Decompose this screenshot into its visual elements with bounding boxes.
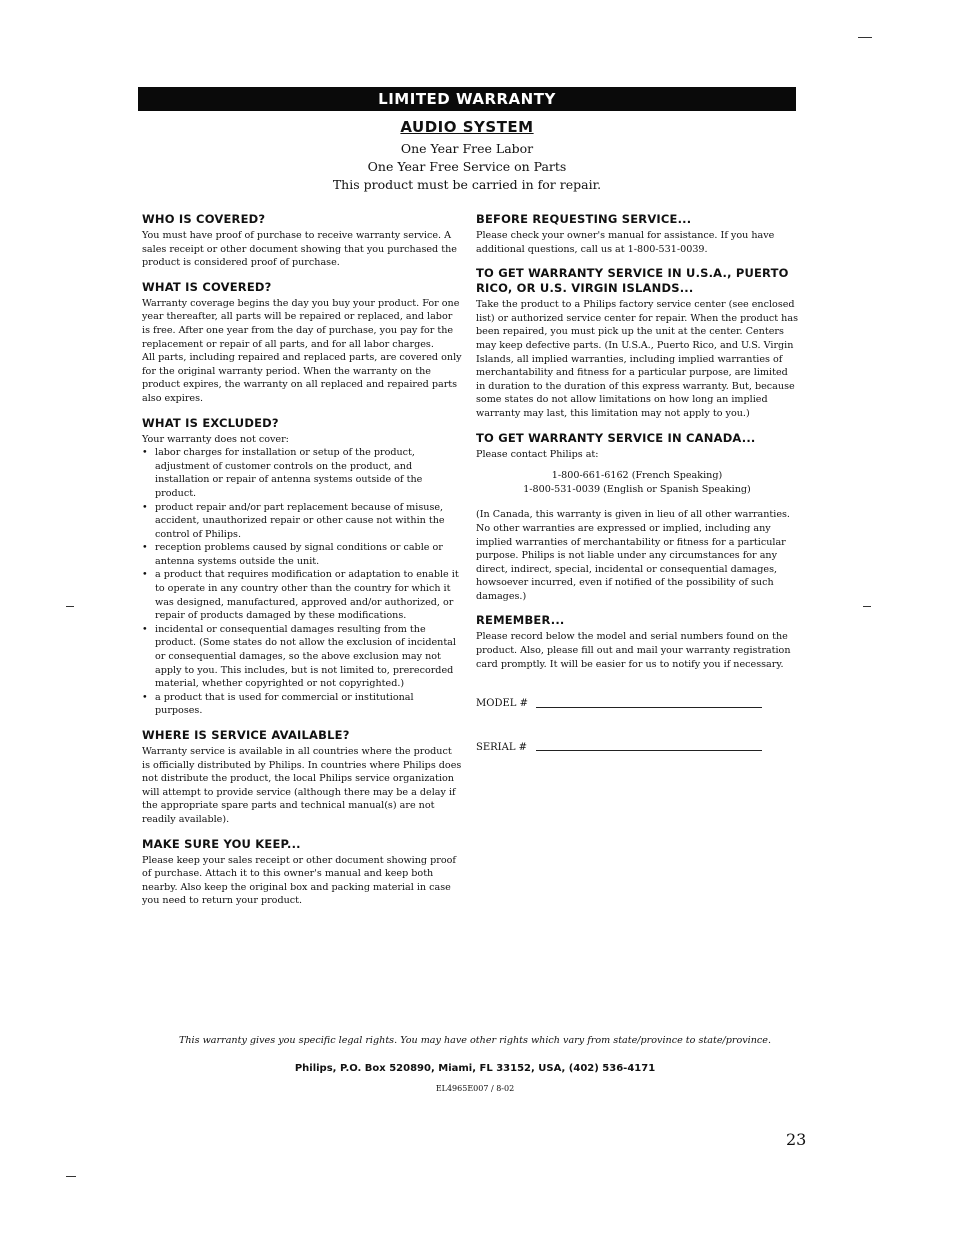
model-number-row xyxy=(476,697,798,711)
model-number-label: MODEL # xyxy=(476,698,528,710)
warranty-banner: LIMITED WARRANTY xyxy=(138,87,796,111)
document-code: EL4965E007 / 8-02 xyxy=(435,1084,515,1093)
right-column xyxy=(476,212,798,754)
summary-line: One Year Free Service on Parts xyxy=(367,159,567,174)
warranty-summary xyxy=(138,140,796,194)
corner-mark xyxy=(66,1176,76,1177)
what-is-excluded-section xyxy=(142,416,462,718)
legal-rights-note: This warranty gives you specific legal rights. You may have other rights which vary from state/province to state/province. xyxy=(178,1035,772,1046)
exclusion-list xyxy=(142,446,462,718)
section-text: You must have proof of purchase to receive warranty service. A sales receipt or other document showing that you purchased the product is considered proof of purchase. xyxy=(142,230,457,269)
where-service-section xyxy=(142,728,462,827)
section-text: Take the product to a Philips factory service center (see enclosed list) or authorized service center for repair. When the product has been repaired, you must pick up the unit at the center. Centers may keep defective parts. (In U.S.A., Puerto Rico, and U.S. Virgin Islands, all implied warranties, including implied warranties of merchantability and fitness for a particular purpose, are limited in duration to the duration of this express warranty. But, because some states do not allow limitations on how long an implied warranty may last, this limitation may not apply to you.) xyxy=(476,299,798,419)
section-text: Warranty coverage begins the day you buy your product. For one year thereafter, all parts will be repaired or replaced, and labor is free. After one year from the day of purchase, you pay for the replacement or repair of all parts, and for all labor charges. xyxy=(142,297,460,350)
section-heading: WHAT IS COVERED? xyxy=(142,279,272,294)
before-requesting-section xyxy=(476,212,798,256)
canada-phone-numbers xyxy=(476,469,798,496)
phone-english-spanish: 1-800-531-0039 (English or Spanish Speaking) xyxy=(523,483,751,495)
section-text: Warranty service is available in all countries where the product is officially distributed by Philips. In countries where Philips does not distribute the product, the local Philips service organization will attempt to provide service (although there may be a delay if the appropriate spare parts and technical manual(s) are not readily available). xyxy=(142,746,462,825)
section-heading: WHAT IS EXCLUDED? xyxy=(142,415,279,430)
summary-line: One Year Free Labor xyxy=(400,141,534,156)
corner-mark xyxy=(858,37,872,38)
margin-mark xyxy=(863,606,871,607)
summary-line: This product must be carried in for repair. xyxy=(332,177,602,192)
section-text: Please record below the model and serial numbers found on the product. Also, please fill out and mail your warranty registration card promptly. It will be easier for us to notify you if necessary. xyxy=(476,631,791,670)
section-text: Your warranty does not cover: xyxy=(142,433,289,445)
page-number: 23 xyxy=(786,1130,807,1149)
usa-service-section xyxy=(476,266,798,420)
what-is-covered-section xyxy=(142,280,462,406)
list-item: • a product that is used for commercial or institutional purposes. xyxy=(142,691,462,718)
section-heading: MAKE SURE YOU KEEP... xyxy=(142,836,301,851)
section-text: (In Canada, this warranty is given in lieu of all other warranties. No other warranties are expressed or implied, including any implied warranties of merchantability or fitness for a particular purpose. Philips is not liable under any circumstances for any direct, indirect, special, incidental or consequential damages, howsoever incurred, even if notified of the possibility of such damages.) xyxy=(476,509,790,602)
model-number-blank xyxy=(536,706,762,708)
section-heading: TO GET WARRANTY SERVICE IN U.S.A., PUERTO RICO, OR U.S. VIRGIN ISLANDS... xyxy=(476,266,789,296)
list-item: • product repair and/or part replacement because of misuse, accident, unauthorized repair or other cause not within the control of Philips. xyxy=(142,501,462,542)
section-text: Please check your owner's manual for assistance. If you have additional questions, call us at 1-800-531-0039. xyxy=(476,230,775,255)
list-item: • reception problems caused by signal conditions or cable or antenna systems outside the unit. xyxy=(142,541,462,568)
phone-french: 1-800-661-6162 (French Speaking) xyxy=(551,470,723,482)
section-heading: TO GET WARRANTY SERVICE IN CANADA... xyxy=(476,430,756,445)
section-text: Please keep your sales receipt or other document showing proof of purchase. Attach it to this owner's manual and keep both nearby. Also keep the original box and packing material in case you need to return your product. xyxy=(142,854,456,907)
remember-section xyxy=(476,613,798,754)
left-column xyxy=(142,212,462,918)
list-item: • incidental or consequential damages resulting from the product. (Some states do not allow the exclusion of incidental or consequential damages, so the above exclusion may not apply to you. This includes, but is not limited to, prerecorded material, whether copyrighted or not copyrighted.) xyxy=(142,623,462,691)
philips-address: Philips, P.O. Box 520890, Miami, FL 33152, USA, (402) 536-4171 xyxy=(294,1063,656,1074)
make-sure-keep-section xyxy=(142,837,462,908)
who-is-covered-section xyxy=(142,212,462,270)
list-item: • a product that requires modification or adaptation to enable it to operate in any country other than the country for which it was designed, manufactured, approved and/or authorized, or repair of products damaged by these modifications. xyxy=(142,568,462,622)
serial-number-blank xyxy=(536,749,762,751)
section-heading: WHO IS COVERED? xyxy=(142,212,266,226)
margin-mark xyxy=(66,606,74,607)
list-item: • labor charges for installation or setup of the product, adjustment of customer controls on the product, and installation or repair of antenna systems outside of the product. xyxy=(142,446,462,500)
canada-service-section xyxy=(476,431,798,604)
section-heading: WHERE IS SERVICE AVAILABLE? xyxy=(142,728,350,742)
section-text: All parts, including repaired and replaced parts, are covered only for the original warranty period. When the warranty on the product expires, the warranty on all replaced and repaired parts also expires. xyxy=(142,352,462,404)
section-heading: BEFORE REQUESTING SERVICE... xyxy=(476,212,692,226)
product-title: AUDIO SYSTEM xyxy=(400,118,534,136)
section-heading: REMEMBER... xyxy=(476,613,565,628)
serial-number-label: SERIAL # xyxy=(476,741,528,753)
serial-number-row xyxy=(476,741,798,755)
section-text: Please contact Philips at: xyxy=(476,448,599,460)
